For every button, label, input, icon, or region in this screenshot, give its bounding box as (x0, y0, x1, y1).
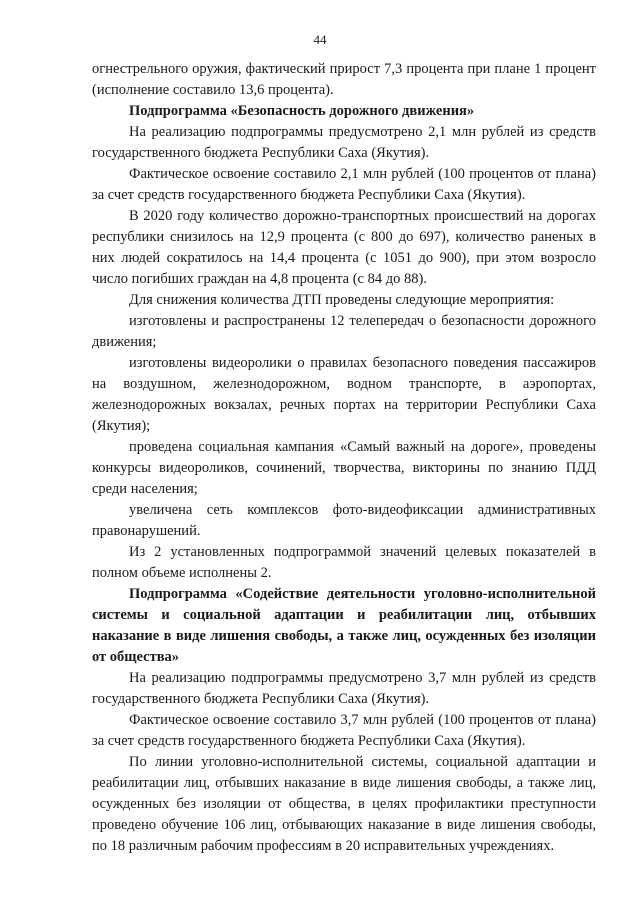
paragraph: По линии уголовно-исполнительной системы, социальной адаптации и реабилитации лиц, отбывших наказание в виде лишения свободы, а также лиц, осужденных без изоляции от общества, в целях профилактики преступности проведено обучение 106 лиц, отбывающих наказание в виде лишения свободы, по 18 различным рабочим профессиям в 20 исправительных учреждениях. (92, 754, 596, 854)
subprogram-heading-penal-system: Подпрограмма «Содействие деятельности уголовно-исполнительной системы и социальной адаптации и реабилитации лиц, отбывших наказание в виде лишения свободы, а также лиц, осужденных без изоляции от общества» (92, 586, 596, 665)
paragraph-continued: огнестрельного оружия, фактический прирост 7,3 процента при плане 1 процент (исполнение составило 13,6 процента). (92, 61, 596, 98)
paragraph: Фактическое освоение составило 2,1 млн рублей (100 процентов от плана) за счет средств государственного бюджета Республики Саха (Якутия). (92, 166, 596, 203)
paragraph: Из 2 установленных подпрограммой значений целевых показателей в полном объеме исполнены 2. (92, 544, 596, 581)
page-body (92, 59, 596, 857)
list-item: изготовлены видеоролики о правилах безопасного поведения пассажиров на воздушном, железнодорожном, водном транспорте, в аэропортах, железнодорожных вокзалах, речных портах на территории Республики Саха (Якутия); (92, 355, 596, 434)
paragraph: На реализацию подпрограммы предусмотрено 3,7 млн рублей из средств государственного бюджета Республики Саха (Якутия). (92, 670, 596, 707)
paragraph: Фактическое освоение составило 3,7 млн рублей (100 процентов от плана) за счет средств государственного бюджета Республики Саха (Якутия). (92, 712, 596, 749)
page-number: 44 (313, 32, 327, 47)
list-item: изготовлены и распространены 12 телепередач о безопасности дорожного движения; (92, 313, 596, 350)
paragraph: В 2020 году количество дорожно-транспортных происшествий на дорогах республики снизилось на 12,9 процента (с 800 до 697), количество раненых в них людей сократилось на 14,4 процента (с 1051 до 900), при этом возросло число погибших граждан на 4,8 процента (с 84 до 88). (92, 208, 596, 287)
paragraph: Для снижения количества ДТП проведены следующие мероприятия: (129, 292, 555, 308)
list-item: проведена социальная кампания «Самый важный на дороге», проведены конкурсы видеороликов, сочинений, творчества, викторины по знанию ПДД среди населения; (92, 439, 596, 497)
list-item: увеличена сеть комплексов фото-видеофиксации административных правонарушений. (92, 502, 596, 539)
paragraph: На реализацию подпрограммы предусмотрено 2,1 млн рублей из средств государственного бюджета Республики Саха (Якутия). (92, 124, 596, 161)
subprogram-heading-road-safety: Подпрограмма «Безопасность дорожного движения» (129, 103, 475, 119)
